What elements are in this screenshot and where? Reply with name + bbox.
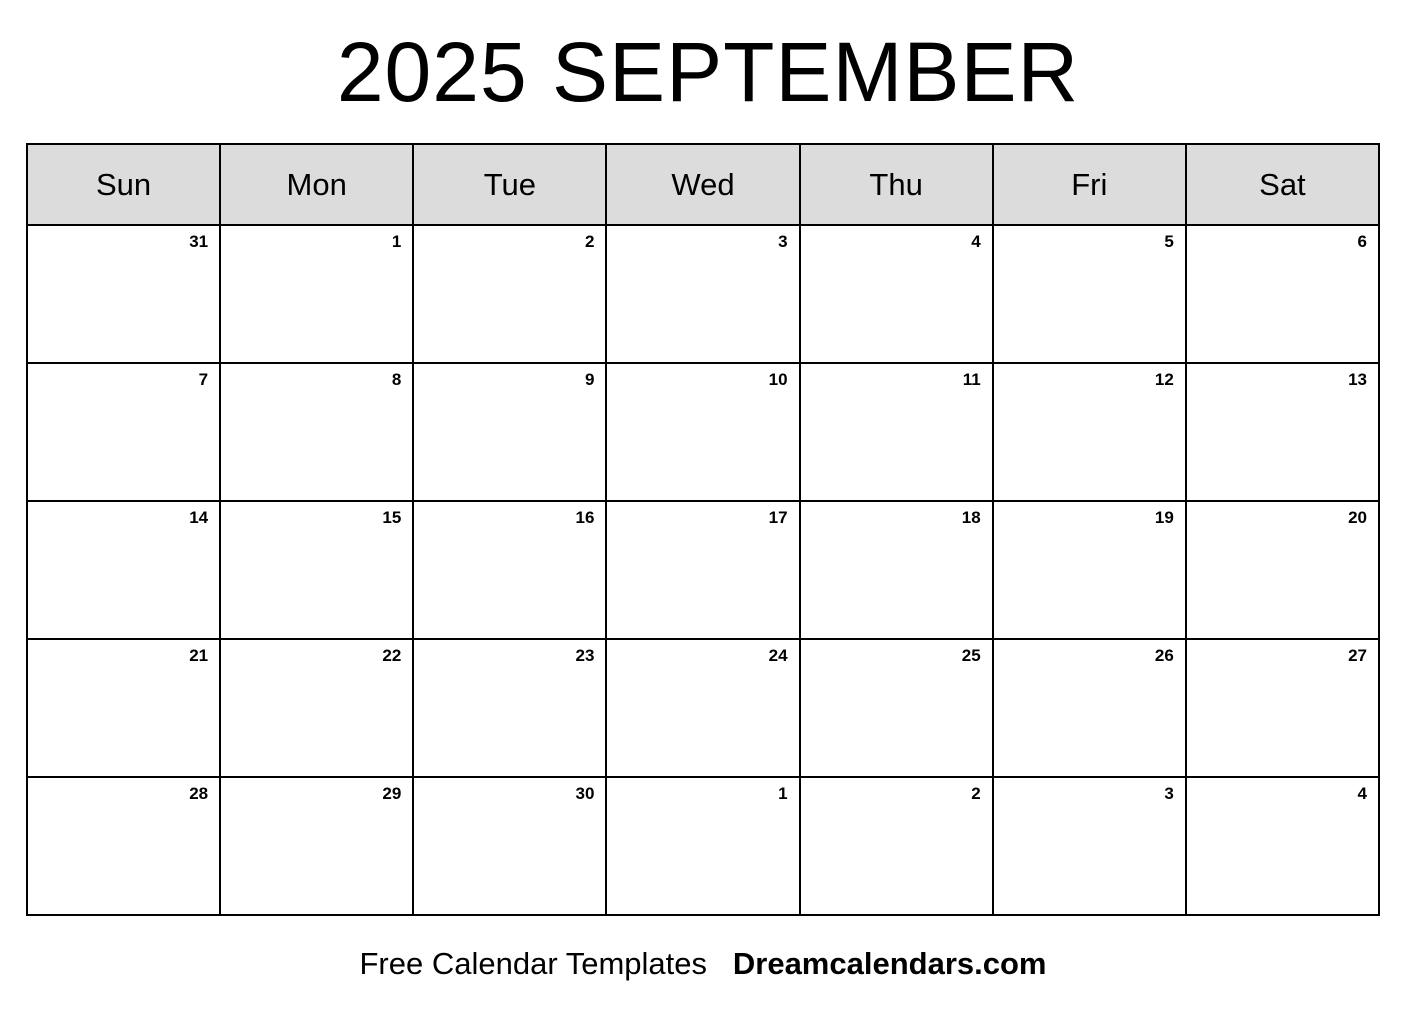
- day-cell[interactable]: [221, 364, 414, 502]
- day-number: 1: [778, 784, 788, 803]
- weekday-header-thu: Thu: [801, 145, 994, 226]
- day-cell[interactable]: [221, 502, 414, 640]
- day-cell[interactable]: [994, 364, 1187, 502]
- day-cell[interactable]: [607, 226, 800, 364]
- weekday-header-fri: Fri: [994, 145, 1187, 226]
- day-cell[interactable]: [414, 226, 607, 364]
- day-number: 8: [391, 370, 402, 389]
- day-cell[interactable]: [1187, 640, 1380, 778]
- footer-free-text: Free Calendar Templates: [359, 946, 707, 981]
- day-number: 23: [575, 646, 595, 665]
- day-number: 4: [971, 232, 981, 251]
- day-cell[interactable]: [607, 502, 800, 640]
- day-cell[interactable]: [994, 640, 1187, 778]
- footer-brand: Dreamcalendars.com: [732, 946, 1047, 981]
- day-number: 30: [575, 784, 595, 803]
- day-number: 31: [189, 232, 209, 251]
- day-number: 16: [575, 508, 595, 527]
- day-cell[interactable]: [801, 226, 994, 364]
- calendar-week-row: [28, 640, 1380, 778]
- day-cell[interactable]: [607, 640, 800, 778]
- day-number: 14: [189, 508, 209, 527]
- day-number: 21: [189, 646, 209, 665]
- day-number: 9: [584, 370, 595, 389]
- day-cell[interactable]: [801, 778, 994, 916]
- day-cell[interactable]: [607, 778, 800, 916]
- day-cell[interactable]: [801, 502, 994, 640]
- calendar-week-row: [28, 226, 1380, 364]
- day-cell[interactable]: [28, 226, 221, 364]
- day-number: 17: [768, 508, 788, 527]
- footer: [0, 945, 1406, 982]
- day-cell[interactable]: [801, 640, 994, 778]
- weekday-header-mon: Mon: [221, 145, 414, 226]
- day-cell[interactable]: [28, 364, 221, 502]
- day-number: 11: [962, 370, 981, 389]
- day-number: 20: [1348, 508, 1367, 527]
- day-cell[interactable]: [221, 778, 414, 916]
- day-cell[interactable]: [994, 502, 1187, 640]
- day-number: 26: [1154, 646, 1174, 665]
- day-number: 24: [768, 646, 788, 665]
- day-number: 15: [382, 508, 402, 527]
- day-cell[interactable]: [1187, 364, 1380, 502]
- weekday-header-row: [28, 145, 1380, 226]
- day-cell[interactable]: [414, 364, 607, 502]
- day-number: 2: [971, 784, 981, 803]
- day-cell[interactable]: [1187, 226, 1380, 364]
- calendar-title-bar: [0, 0, 1406, 143]
- day-cell[interactable]: [1187, 778, 1380, 916]
- weekday-header-tue: Tue: [414, 145, 607, 226]
- day-number: 13: [1348, 370, 1367, 389]
- page-title: 2025 SEPTEMBER: [336, 24, 1080, 119]
- day-number: 22: [382, 646, 402, 665]
- calendar-grid: [26, 143, 1380, 916]
- weekday-header-sun: Sun: [28, 145, 221, 226]
- day-number: 29: [382, 784, 402, 803]
- day-cell[interactable]: [414, 778, 607, 916]
- day-cell[interactable]: [221, 226, 414, 364]
- calendar-week-row: [28, 502, 1380, 640]
- day-cell[interactable]: [414, 640, 607, 778]
- day-cell[interactable]: [607, 364, 800, 502]
- day-number: 5: [1164, 232, 1174, 251]
- day-cell[interactable]: [28, 640, 221, 778]
- day-cell[interactable]: [801, 364, 994, 502]
- day-cell[interactable]: [414, 502, 607, 640]
- day-number: 1: [391, 232, 402, 251]
- day-cell[interactable]: [221, 640, 414, 778]
- day-cell[interactable]: [28, 502, 221, 640]
- day-number: 27: [1348, 646, 1367, 665]
- day-number: 12: [1154, 370, 1174, 389]
- day-cell[interactable]: [28, 778, 221, 916]
- day-cell[interactable]: [994, 226, 1187, 364]
- day-number: 18: [961, 508, 981, 527]
- day-number: 28: [189, 784, 209, 803]
- day-number: 19: [1154, 508, 1174, 527]
- day-number: 10: [768, 370, 788, 389]
- day-number: 3: [1164, 784, 1174, 803]
- day-number: 25: [961, 646, 981, 665]
- calendar-week-row: [28, 364, 1380, 502]
- calendar-week-row: [28, 778, 1380, 916]
- weekday-header-sat: Sat: [1187, 145, 1380, 226]
- day-number: 7: [198, 370, 209, 389]
- day-number: 2: [584, 232, 595, 251]
- day-cell[interactable]: [994, 778, 1187, 916]
- day-number: 6: [1357, 232, 1367, 251]
- day-number: 3: [778, 232, 788, 251]
- day-number: 4: [1357, 784, 1367, 803]
- day-cell[interactable]: [1187, 502, 1380, 640]
- weekday-header-wed: Wed: [607, 145, 800, 226]
